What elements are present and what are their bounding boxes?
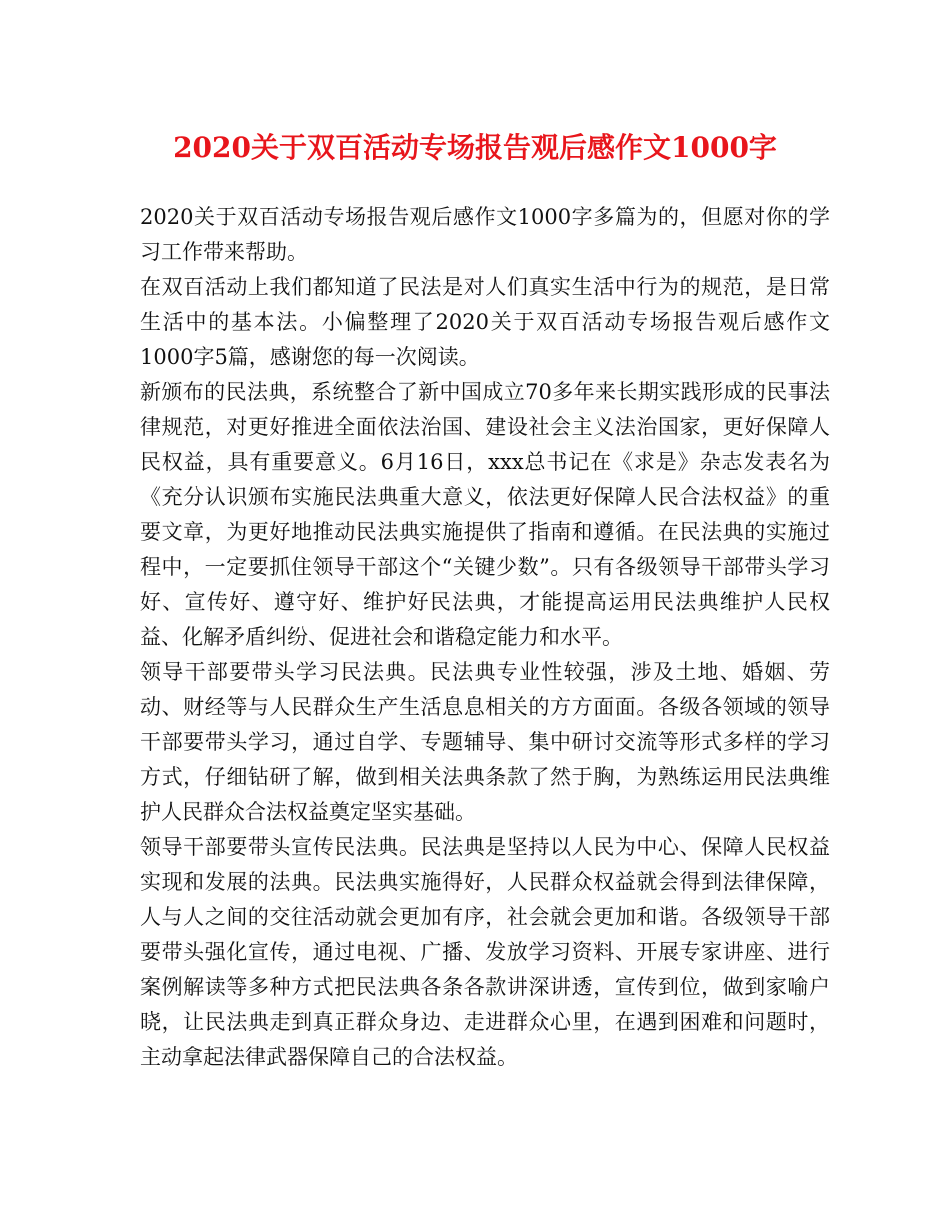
paragraph-study: 领导干部要带头学习民法典。民法典专业性较强，涉及土地、婚姻、劳动、财经等与人民群众生产生活息息相关的方方面面。各级各领域的领导干部要带头学习，通过自学、专题辅导、集中研讨交流等形式多样的学习方式，仔细钻研了解，做到相关法典条款了然于胸，为熟练运用民法典维护人民群众合法权益奠定坚实基础。	[140, 660, 830, 824]
document-title: 2020关于双百活动专场报告观后感作文1000字	[173, 131, 777, 164]
paragraph-intro: 2020关于双百活动专场报告观后感作文1000字多篇为的，但愿对你的学习工作带来帮助。	[140, 205, 830, 264]
paragraph-summary: 在双百活动上我们都知道了民法是对人们真实生活中行为的规范，是日常生活中的基本法。小偏整理了2020关于双百活动专场报告观后感作文1000字5篇，感谢您的每一次阅读。	[140, 275, 830, 369]
paragraph-publicize: 领导干部要带头宣传民法典。民法典是坚持以人民为中心、保障人民权益实现和发展的法典。民法典实施得好，人民群众权益就会得到法律保障，人与人之间的交往活动就会更加有序，社会就会更加和谐。各级领导干部要带头强化宣传，通过电视、广播、发放学习资料、开展专家讲座、进行案例解读等多种方式把民法典各条各款讲深讲透，宣传到位，做到家喻户晓，让民法典走到真正群众身边、走进群众心里，在遇到困难和问题时，主动拿起法律武器保障自己的合法权益。	[140, 835, 830, 1069]
document-body	[140, 200, 830, 1075]
paragraph-civil-code: 新颁布的民法典，系统整合了新中国成立70多年来长期实践形成的民事法律规范，对更好推进全面依法治国、建设社会主义法治国家，更好保障人民权益，具有重要意义。6月16日，xxx总书记在《求是》杂志发表名为《充分认识颁布实施民法典重大意义，依法更好保障人民合法权益》的重要文章，为更好地推动民法典实施提供了指南和遵循。在民法典的实施过程中，一定要抓住领导干部这个“关键少数”。只有各级领导干部带头学习好、宣传好、遵守好、维护好民法典，才能提高运用民法典维护人民权益、化解矛盾纠纷、促进社会和谐稳定能力和水平。	[140, 380, 830, 649]
